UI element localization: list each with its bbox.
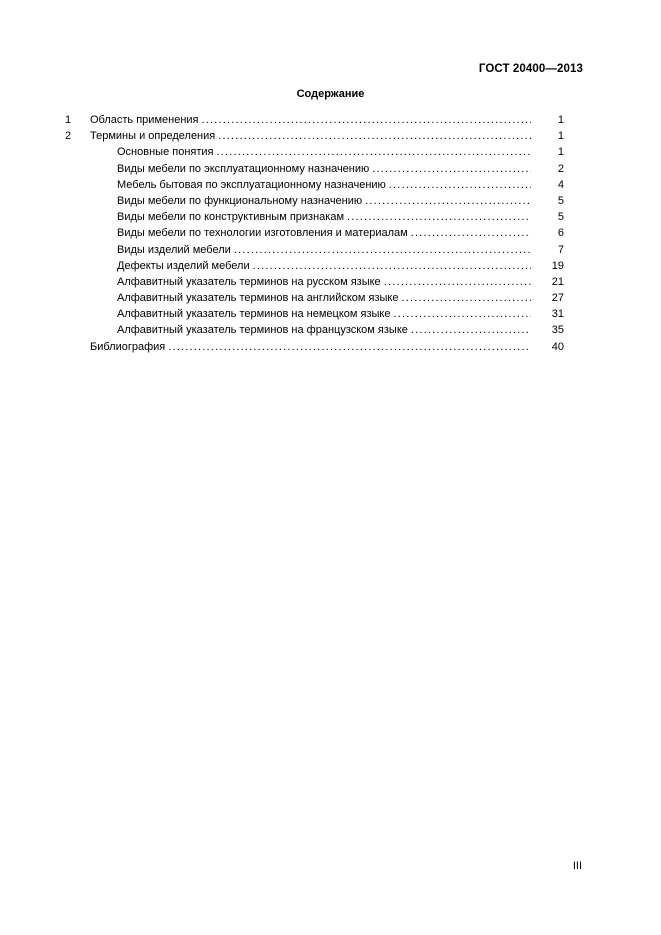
toc-leader-dots xyxy=(365,194,531,208)
toc-entry xyxy=(117,226,531,240)
toc-entry xyxy=(117,275,531,289)
toc-page-number: 5 xyxy=(557,194,564,207)
toc-page-number: 6 xyxy=(557,227,564,240)
toc-page-number: 19 xyxy=(551,259,564,272)
toc-entry-text: Виды мебели по конструктивным признакам xyxy=(117,211,345,224)
toc-leader-dots xyxy=(218,129,531,143)
toc-row[interactable] xyxy=(0,194,661,210)
toc-entry xyxy=(117,194,531,208)
toc-page-number: 7 xyxy=(557,243,564,256)
toc-entry xyxy=(117,243,531,257)
toc-entry-text: Виды мебели по эксплуатационному назначению xyxy=(117,162,370,175)
toc-title: Содержание xyxy=(296,88,365,100)
toc-row[interactable] xyxy=(0,178,661,194)
toc-leader-dots xyxy=(389,178,531,192)
toc-leader-dots xyxy=(393,307,531,321)
page-number: III xyxy=(572,860,582,872)
toc-entry-text: Алфавитный указатель терминов на английском языке xyxy=(117,292,399,305)
toc-leader-dots xyxy=(401,291,531,305)
toc-row[interactable] xyxy=(0,113,661,129)
toc-page-number: 40 xyxy=(551,340,564,353)
toc-entry xyxy=(90,129,531,143)
toc-leader-dots xyxy=(253,259,531,273)
toc-page-number: 1 xyxy=(557,130,564,143)
toc-row[interactable] xyxy=(0,259,661,275)
toc-row[interactable] xyxy=(0,226,661,242)
toc-entry xyxy=(117,307,531,321)
toc-entry xyxy=(117,145,531,159)
toc-row[interactable] xyxy=(0,291,661,307)
toc-page-number: 5 xyxy=(557,211,564,224)
toc-entry xyxy=(117,259,531,273)
toc-entry xyxy=(117,178,531,192)
toc-leader-dots xyxy=(372,162,531,176)
toc-page-number: 21 xyxy=(551,275,564,288)
toc-row[interactable] xyxy=(0,162,661,178)
toc-page-number: 1 xyxy=(557,146,564,159)
toc-entry-text: Дефекты изделий мебели xyxy=(117,259,250,272)
toc-entry xyxy=(117,210,531,224)
toc-leader-dots xyxy=(202,113,532,127)
toc-page-number: 27 xyxy=(551,292,564,305)
toc-row[interactable] xyxy=(0,129,661,145)
toc-entry-text: Алфавитный указатель терминов на русском языке xyxy=(117,275,381,288)
toc-leader-dots xyxy=(384,275,531,289)
toc-entry-text: Область применения xyxy=(90,114,199,126)
toc-entry-text: Основные понятия xyxy=(117,146,214,159)
toc-entry-text: Алфавитный указатель терминов на французском языке xyxy=(117,324,408,337)
toc-row[interactable] xyxy=(0,323,661,339)
toc-entry-text: Библиография xyxy=(90,340,166,353)
toc-page-number: 1 xyxy=(557,114,564,126)
toc-entry xyxy=(117,291,531,305)
toc-page-number: 31 xyxy=(551,308,564,321)
toc-entry xyxy=(90,340,531,354)
toc-entry xyxy=(90,113,531,127)
toc-entry-text: Алфавитный указатель терминов на немецком языке xyxy=(117,308,391,321)
toc-page-number: 2 xyxy=(557,162,564,175)
toc-leader-dots xyxy=(234,243,531,257)
toc-number: 1 xyxy=(65,114,72,126)
toc-entry xyxy=(117,323,531,337)
toc-leader-dots xyxy=(168,340,531,354)
toc-entry-text: Термины и определения xyxy=(90,130,216,143)
toc-entry-text: Виды мебели по технологии изготовления и материалам xyxy=(117,227,408,240)
toc-page-number: 4 xyxy=(557,178,564,191)
toc-entry-text: Виды изделий мебели xyxy=(117,243,231,256)
toc-leader-dots xyxy=(411,226,531,240)
toc-row[interactable] xyxy=(0,307,661,323)
toc-leader-dots xyxy=(411,323,531,337)
toc-page-number: 35 xyxy=(551,324,564,337)
toc-number: 2 xyxy=(65,130,72,143)
toc-entry xyxy=(117,162,531,176)
toc-entry-text: Виды мебели по функциональному назначению xyxy=(117,194,363,207)
toc-entry-text: Мебель бытовая по эксплуатационному назначению xyxy=(117,178,386,191)
document-code: ГОСТ 20400—2013 xyxy=(478,63,583,75)
table-of-contents xyxy=(0,113,661,356)
toc-leader-dots xyxy=(347,210,531,224)
toc-row[interactable] xyxy=(0,340,661,356)
toc-row[interactable] xyxy=(0,275,661,291)
toc-row[interactable] xyxy=(0,243,661,259)
toc-row[interactable] xyxy=(0,210,661,226)
toc-leader-dots xyxy=(217,145,532,159)
toc-row[interactable] xyxy=(0,145,661,161)
